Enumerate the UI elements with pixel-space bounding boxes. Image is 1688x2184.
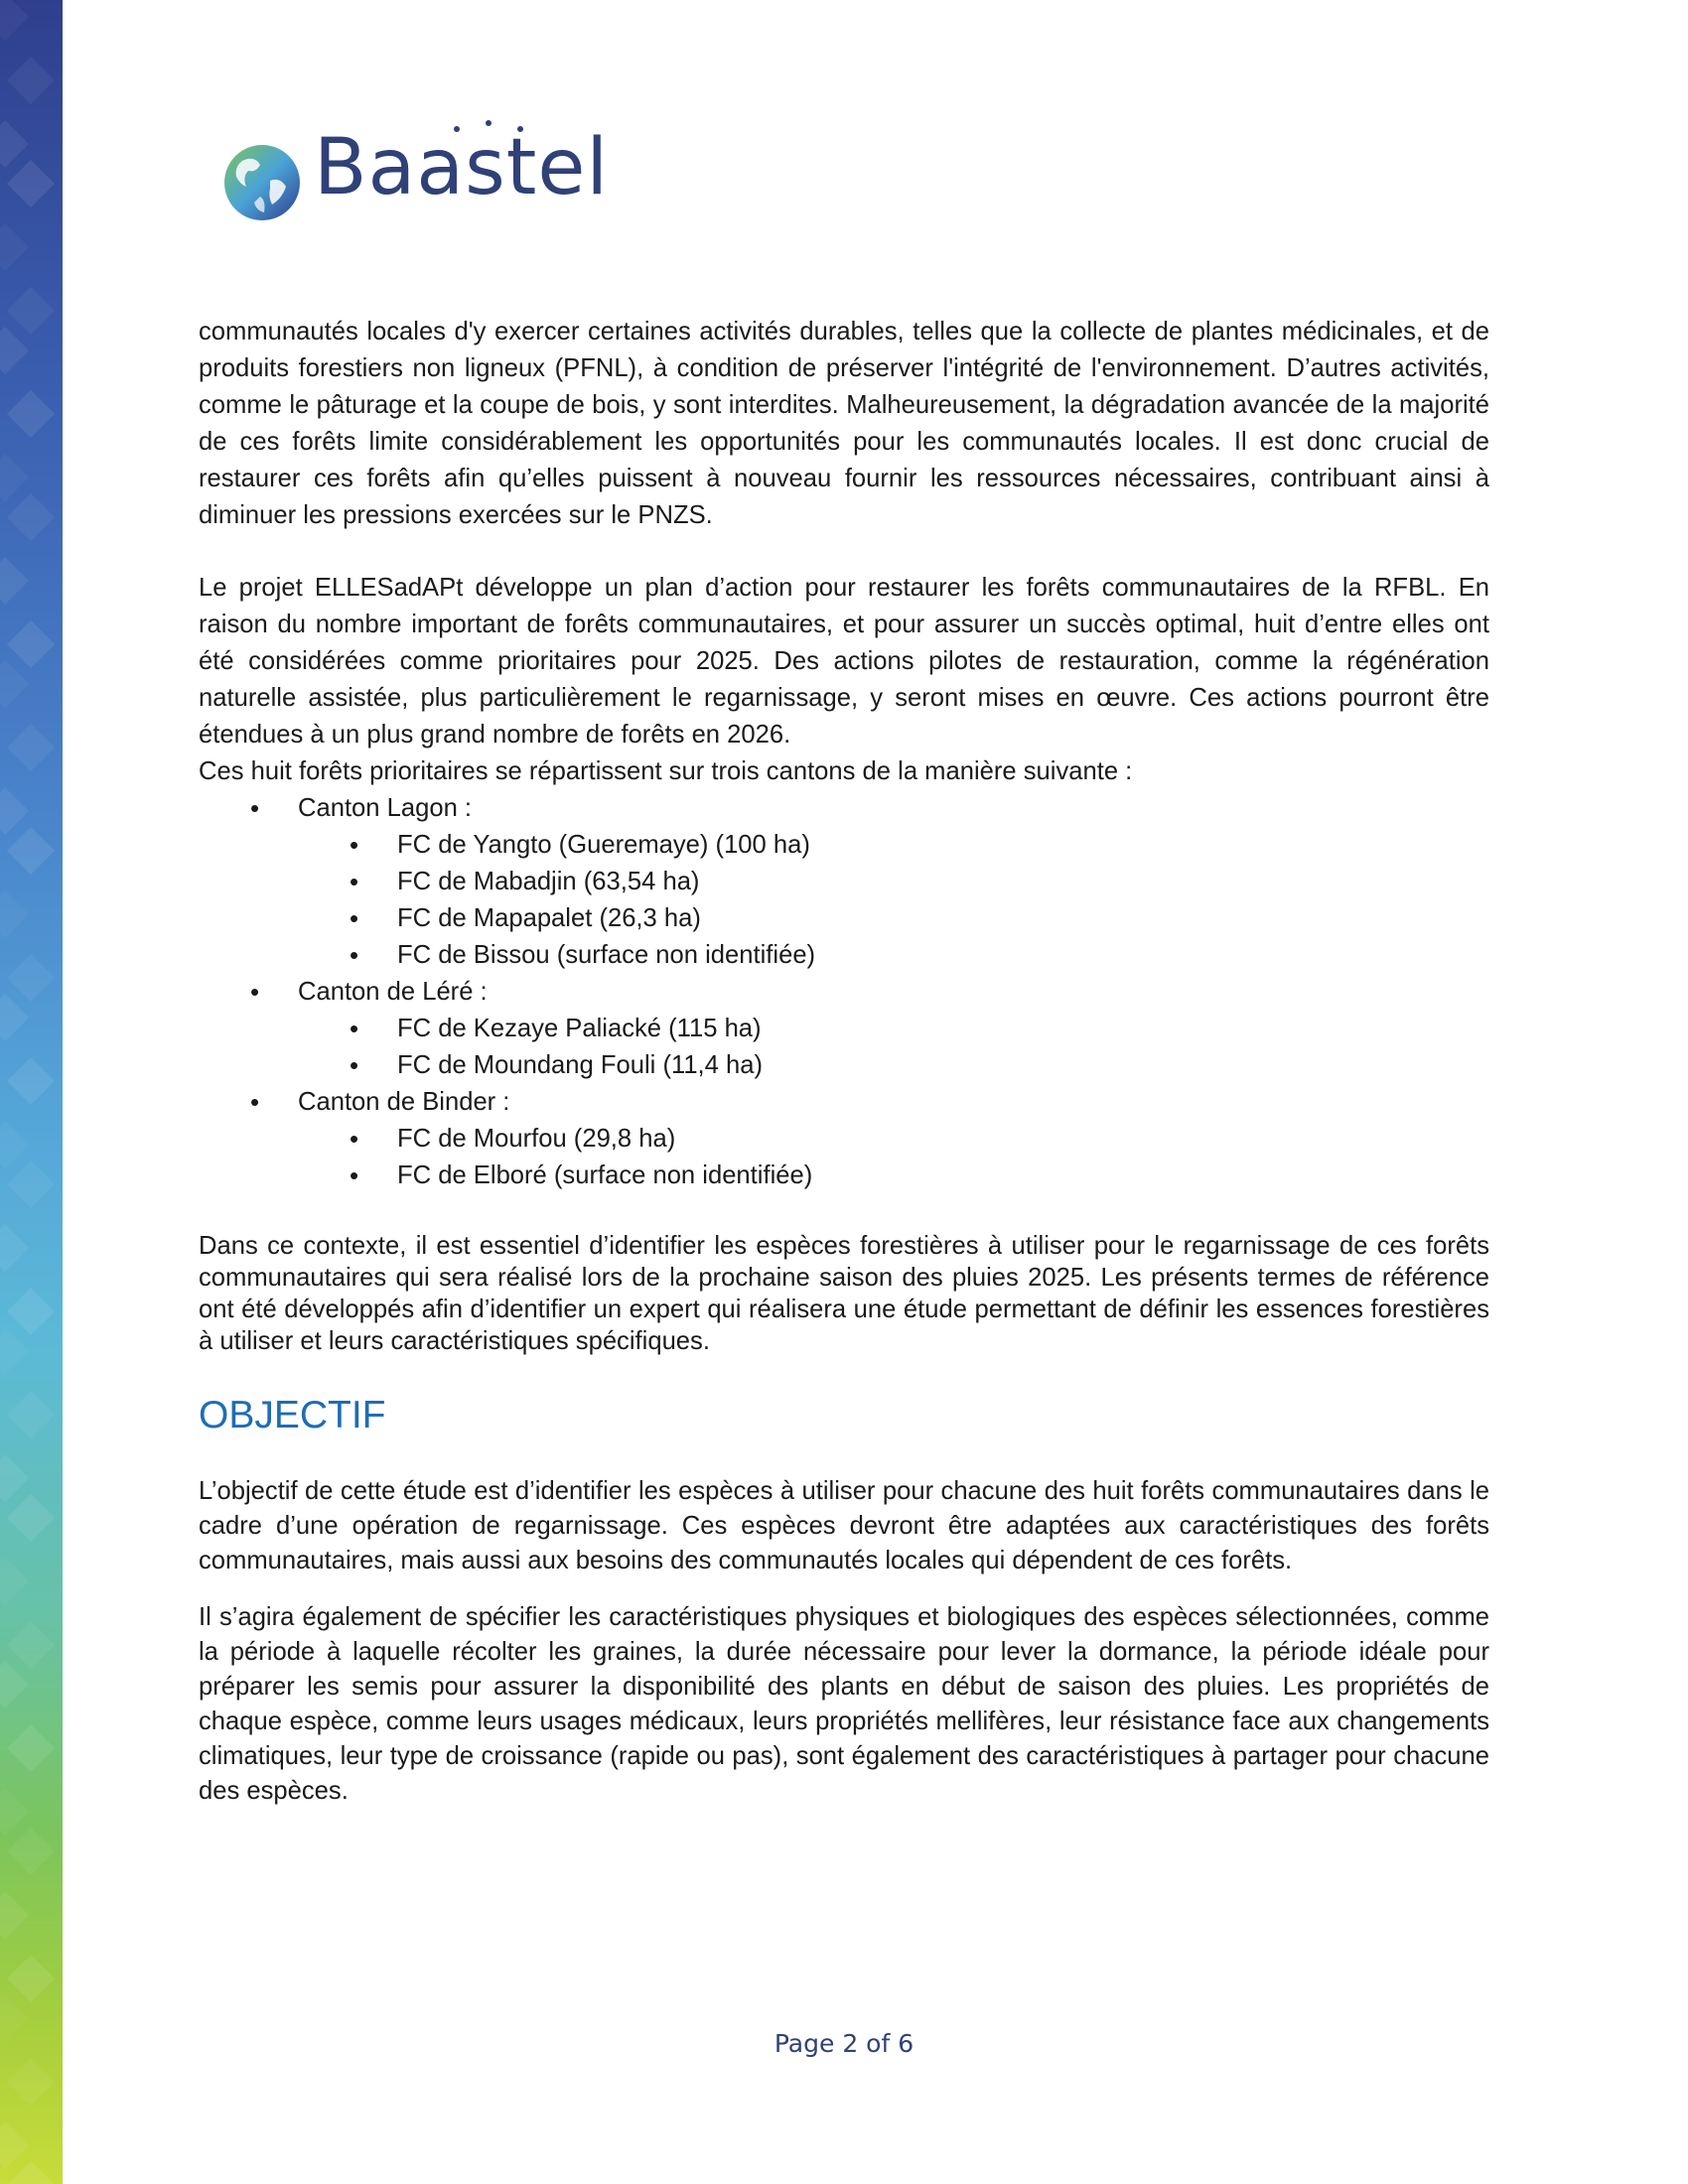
band-diamond-decoration [7,827,55,875]
bullet-icon: • [350,1160,359,1190]
list-item-forest: • FC de Elboré (surface non identifiée) [199,1158,1489,1194]
band-diamond-decoration [0,223,29,271]
list-item-forest: • FC de Moundang Fouli (11,4 ha) [199,1047,1489,1084]
bullet-icon: • [350,1124,359,1154]
band-diamond-decoration [7,620,55,668]
band-diamond-decoration [7,954,55,1002]
objective-paragraph-1: L’objectif de cette étude est d’identifier les espèces à utiliser pour chacune des huit forêts communautaires dans le cadre d’une opération de regarnissage. Ces espèces devront être adaptées aux caractéristiques des forêts communautaires, mais aussi aux besoins des communautés locales qui dépendent de ces forêts. [199,1477,1489,1574]
band-diamond-decoration [0,1454,29,1502]
intro-paragraph-1: communautés locales d'y exercer certaines activités durables, telles que la collecte de plantes médicinales, et de produits forestiers non ligneux (PFNL), à condition de préserver l'intégrité de l'environnement. D’autres activités, comme le pâturage et la coupe de bois, y sont interdites. Malheureusement, la dégradation avancée de la majorité de ces forêts limite considérablement les opportunités pour les communautés locales. Il est donc crucial de restaurer ces forêts afin qu’elles puissent à nouveau fournir les ressources nécessaires, contribuant ainsi à diminuer les pressions exercées sur le PNZS. [199,318,1489,529]
section-title-objectif: OBJECTIF [199,1394,386,1436]
intro-paragraph-2: Le projet ELLESadAPt développe un plan d’action pour restaurer les forêts communautaires de la RFBL. En raison du nombre important de forêts communautaires, et pour assurer un succès optimal, huit d’entre elles ont été considérées comme prioritaires pour 2025. Des actions pilotes de restauration, comme la régénération naturelle assistée, plus particulièrement le regarnissage, y seront mises en œuvre. Ces actions pourront être étendues à un plus grand nombre de forêts en 2026. [199,574,1489,749]
band-diamond-decoration [7,1494,55,1542]
decorative-side-band [0,0,63,2184]
band-diamond-decoration [7,1828,55,1875]
band-diamond-decoration [0,1891,29,1939]
bullet-icon: • [350,867,359,896]
bullet-icon: • [350,830,359,860]
band-diamond-decoration [0,787,29,835]
bullet-icon: • [250,793,260,823]
list-item-forest: • FC de Kezaye Paliacké (115 ha) [199,1011,1489,1047]
bullet-icon: • [350,1050,359,1080]
band-diamond-decoration [7,1160,55,1208]
bullet-icon: • [250,1087,260,1117]
band-diamond-decoration [0,1558,29,1605]
band-diamond-decoration [0,994,29,1041]
page-number: Page 2 of 6 [774,2029,914,2058]
list-item-forest: • FC de Mabadjin (63,54 ha) [199,864,1489,900]
band-diamond-decoration [7,1724,55,1772]
band-diamond-decoration [0,1327,29,1375]
band-diamond-decoration [7,2161,55,2184]
band-diamond-decoration [0,660,29,708]
band-diamond-decoration [7,1391,55,1438]
band-diamond-decoration [7,160,55,207]
band-diamond-decoration [7,1621,55,1669]
band-diamond-decoration [7,1288,55,1335]
band-diamond-decoration [0,1224,29,1272]
context-paragraph: Dans ce contexte, il est essentiel d’identifier les espèces forestières à utiliser pour le regarnissage de ces forêts communautaires qui sera réalisé lors de la prochaine saison des pluies 2025. Les présents termes de référence ont été développés afin d’identifier un expert qui réalisera une étude permettant de définir les essences forestières à utiliser et leurs caractéristiques spécifiques. [199,1232,1489,1355]
band-diamond-decoration [0,557,29,605]
band-diamond-decoration [0,120,29,168]
band-diamond-decoration [7,1955,55,2002]
band-diamond-decoration [0,1121,29,1168]
band-diamond-decoration [0,1788,29,1836]
band-diamond-decoration [7,57,55,104]
list-item-forest: • FC de Bissou (surface non identifiée) [199,937,1489,974]
list-item-forest: • FC de Mapapalet (26,3 ha) [199,900,1489,937]
objective-paragraph-2: Il s’agira également de spécifier les caractéristiques physiques et biologiques des espèces sélectionnées, comme la période à laquelle récolter les graines, la durée nécessaire pour lever la dormance, la période idéale pour préparer les semis pour assurer la disponibilité des plants en début de saison des pluies. Les propriétés de chaque espèce, comme leurs usages médicaux, leurs propriétés mellifères, leur résistance face aux changements climatiques, leur type de croissance (rapide ou pas), sont également des caractéristiques à partager pour chacune des espèces. [199,1603,1489,1805]
band-diamond-decoration [0,890,29,938]
logo-wordmark: Baastel [314,123,609,212]
band-diamond-decoration [7,1057,55,1105]
band-diamond-decoration [7,390,55,438]
baastel-logo [220,117,628,236]
list-item-forest: • FC de Yangto (Gueremaye) (100 ha) [199,827,1489,864]
globe-icon [220,141,304,224]
canton-list [199,790,1489,1194]
band-diamond-decoration [7,724,55,771]
bullet-icon: • [350,903,359,933]
band-diamond-decoration [7,287,55,335]
band-diamond-decoration [0,2121,29,2169]
band-diamond-decoration [0,327,29,374]
band-diamond-decoration [0,454,29,501]
intro-paragraph-3: Ces huit forêts prioritaires se répartissent sur trois cantons de la manière suivante : [199,757,1133,785]
list-item-canton: • Canton de Léré : [199,974,1489,1011]
band-diamond-decoration [0,0,29,41]
list-item-canton: • Canton Lagon : [199,790,1489,827]
bullet-icon: • [350,1014,359,1043]
band-diamond-decoration [0,1661,29,1708]
band-diamond-decoration [7,2058,55,2106]
band-diamond-decoration [7,493,55,541]
bullet-icon: • [350,940,359,970]
bullet-icon: • [250,977,260,1007]
list-item-forest: • FC de Mourfou (29,8 ha) [199,1121,1489,1158]
list-item-canton: • Canton de Binder : [199,1084,1489,1121]
document-body [199,314,1489,1809]
